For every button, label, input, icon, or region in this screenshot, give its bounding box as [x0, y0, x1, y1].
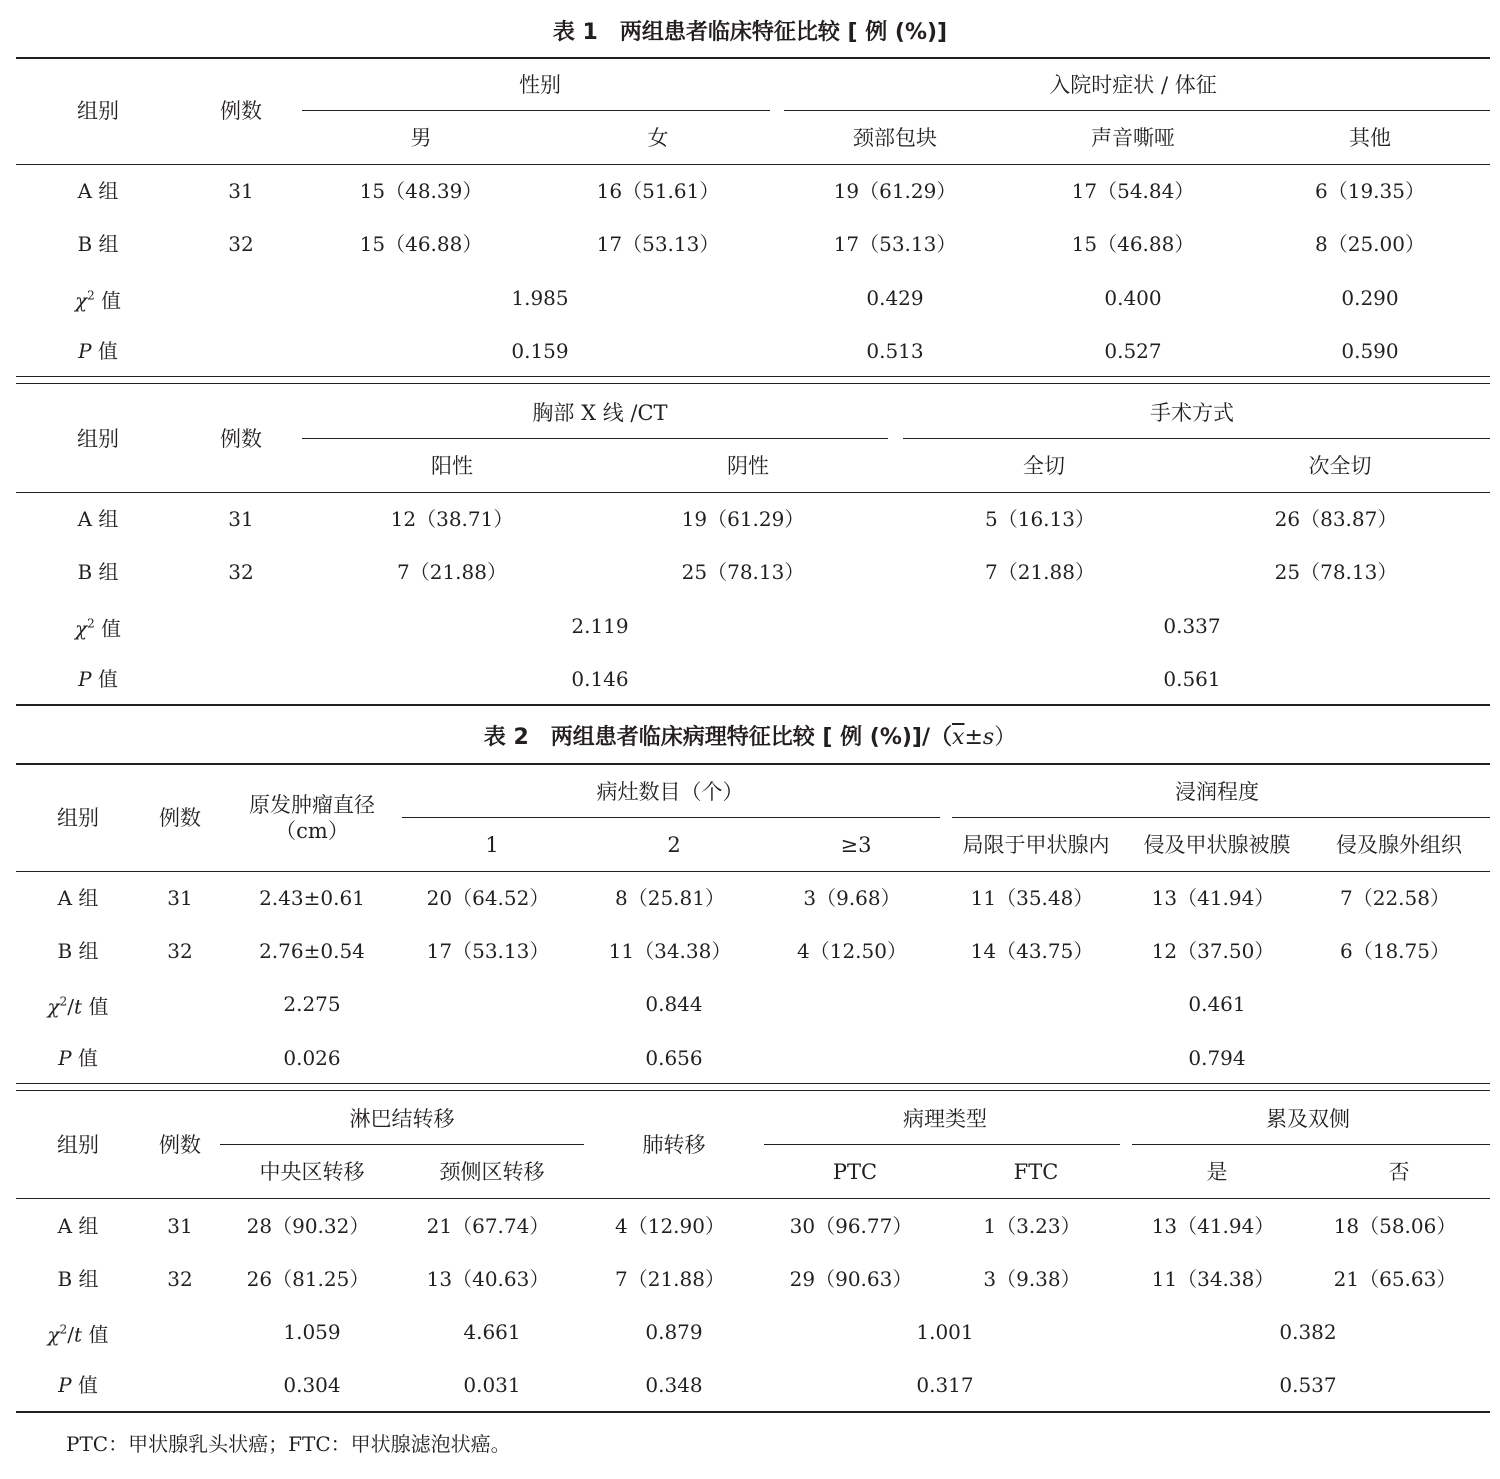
t2p2-lymph-underline — [220, 1144, 584, 1145]
table-cell: 15（48.39） — [359, 179, 483, 203]
t1p1-sub-male: 男 — [410, 126, 432, 150]
table-cell: 0.146 — [571, 667, 629, 691]
t2p1-header-diameter-2: （cm） — [275, 819, 349, 843]
t2p2-sub-yes: 是 — [1206, 1160, 1228, 1184]
t1p2-row-a-group: A 组 — [77, 507, 119, 531]
t2p2-bilateral-underline — [1132, 1144, 1490, 1145]
t2p2-row-b-n: 32 — [167, 1267, 193, 1291]
t1p2-p-label: P 值 — [78, 667, 118, 691]
t2p1-header-diameter-1: 原发肿瘤直径 — [249, 793, 375, 817]
t2p1-sub-2: 2 — [667, 833, 681, 857]
t1p1-header-n: 例数 — [220, 99, 262, 123]
table-cell: 6（18.75） — [1340, 939, 1450, 963]
t2p2-header-n: 例数 — [159, 1133, 201, 1157]
t2p1-sub-3plus: ≥3 — [840, 833, 872, 857]
table-cell: 2.76±0.54 — [259, 939, 365, 963]
t2p1-sub-1: 1 — [485, 833, 499, 857]
t1p1-row-a-n: 31 — [228, 179, 254, 203]
table-cell: 26（81.25） — [246, 1267, 370, 1291]
table-cell: 0.656 — [645, 1046, 703, 1070]
t1p2-header-n: 例数 — [220, 427, 262, 451]
table-cell: 5（16.13） — [985, 507, 1095, 531]
t2p2-header-pathology: 病理类型 — [903, 1107, 987, 1131]
t2p2-sub-central: 中央区转移 — [259, 1160, 365, 1184]
t2p2-sub-ftc: FTC — [1013, 1160, 1059, 1184]
table-cell: 11（35.48） — [970, 886, 1094, 910]
table1-title-text: 两组患者临床特征比较 [ 例 (%)] — [619, 20, 948, 45]
table-cell: 3（9.38） — [983, 1267, 1081, 1291]
t2p2-row-a-group: A 组 — [57, 1214, 99, 1238]
table-cell: 6（19.35） — [1315, 179, 1425, 203]
t1p2-header-surgery: 手术方式 — [1150, 401, 1234, 425]
table-cell: 1（3.23） — [983, 1214, 1081, 1238]
t1p1-sex-underline — [302, 110, 770, 111]
table-cell: 30（96.77） — [789, 1214, 913, 1238]
table-cell: 17（54.84） — [1071, 179, 1195, 203]
t1p2-sub-positive: 阳性 — [431, 454, 473, 478]
t1p1-row-a-group: A 组 — [77, 179, 119, 203]
table-cell: 0.590 — [1341, 339, 1399, 363]
table-cell: 0.304 — [283, 1373, 341, 1397]
t2p2-header-group: 组别 — [57, 1133, 99, 1157]
t2p2-header-lung: 肺转移 — [642, 1133, 706, 1157]
table-cell: 0.429 — [866, 286, 924, 310]
table-cell: 16（51.61） — [596, 179, 720, 203]
t2p1-p-label: P 值 — [58, 1046, 98, 1070]
table-cell: 0.879 — [645, 1320, 703, 1344]
table-cell: 1.001 — [916, 1320, 974, 1344]
t2p2-header-lymph: 淋巴结转移 — [349, 1107, 455, 1131]
t1p2-header-rule — [16, 492, 1490, 493]
table-cell: 1.059 — [283, 1320, 341, 1344]
t2p1-invasion-underline — [952, 817, 1490, 818]
table-cell: 0.461 — [1188, 992, 1246, 1016]
table-cell: 13（40.63） — [426, 1267, 550, 1291]
t1p1-row-b-n: 32 — [228, 232, 254, 256]
table1-title — [0, 18, 1500, 48]
t2p2-pathology-underline — [764, 1144, 1120, 1145]
t1p1-sub-female: 女 — [647, 126, 669, 150]
t2-separator-rule-1 — [16, 1083, 1490, 1084]
table-cell: 20（64.52） — [426, 886, 550, 910]
t1p2-chi-label: $\chi^2$ 值 — [74, 616, 122, 641]
table-cell: 29（90.63） — [789, 1267, 913, 1291]
table2-title-text: 两组患者临床病理特征比较 [ 例 (%)]/（ — [550, 725, 953, 750]
table-cell: 8（25.81） — [615, 886, 725, 910]
table-cell: 0.290 — [1341, 286, 1399, 310]
table-cell: 2.43±0.61 — [259, 886, 365, 910]
t2p1-row-b-group: B 组 — [57, 939, 99, 963]
table-cell: 0.844 — [645, 992, 703, 1016]
table-cell: 0.031 — [463, 1373, 521, 1397]
t1p1-row-b-group: B 组 — [77, 232, 119, 256]
table-cell: 2.119 — [571, 614, 629, 638]
table-cell: 19（61.29） — [833, 179, 957, 203]
table-cell: 0.400 — [1104, 286, 1162, 310]
table-cell: 0.159 — [511, 339, 569, 363]
table2-top-rule — [16, 763, 1490, 765]
t2p1-sub-capsule: 侵及甲状腺被膜 — [1143, 833, 1291, 857]
t2p2-chi-label: $\chi^2/t$ 值 — [47, 1322, 109, 1347]
table-cell: 12（37.50） — [1151, 939, 1275, 963]
table-cell: 0.337 — [1163, 614, 1221, 638]
table-cell: 8（25.00） — [1315, 232, 1425, 256]
t2p1-header-n: 例数 — [159, 806, 201, 830]
table-cell: 0.537 — [1279, 1373, 1337, 1397]
table-cell: 25（78.13） — [681, 560, 805, 584]
table-cell: 4（12.50） — [797, 939, 907, 963]
table-cell: 17（53.13） — [833, 232, 957, 256]
t1p1-header-rule — [16, 164, 1490, 165]
t1p1-chi-label: $\chi^2$ 值 — [74, 288, 122, 313]
t2p2-row-a-n: 31 — [167, 1214, 193, 1238]
table2-title-number: 表 2 — [483, 725, 529, 750]
t1p2-chest-underline — [302, 438, 888, 439]
t2p2-header-rule — [16, 1198, 1490, 1199]
t2p1-row-a-n: 31 — [167, 886, 193, 910]
t1p1-symptom-underline — [784, 110, 1490, 111]
t1p2-row-b-n: 32 — [228, 560, 254, 584]
t2-separator-rule-2 — [16, 1090, 1490, 1091]
table-cell: 4（12.90） — [615, 1214, 725, 1238]
table-cell: 0.794 — [1188, 1046, 1246, 1070]
t2p1-row-b-n: 32 — [167, 939, 193, 963]
table1-bottom-rule — [16, 704, 1490, 706]
table-cell: 7（21.88） — [397, 560, 507, 584]
t1-separator-rule-2 — [16, 383, 1490, 384]
t2p1-chi-label: $\chi^2/t$ 值 — [47, 994, 109, 1019]
t2p2-p-label: P 值 — [58, 1373, 98, 1397]
table-cell: 15（46.88） — [359, 232, 483, 256]
table-cell: 18（58.06） — [1333, 1214, 1457, 1238]
t1p1-p-label: P 值 — [78, 339, 118, 363]
table-cell: 0.348 — [645, 1373, 703, 1397]
t1p2-row-a-n: 31 — [228, 507, 254, 531]
table-cell: 11（34.38） — [608, 939, 732, 963]
t1p2-sub-total: 全切 — [1023, 454, 1065, 478]
t2p1-header-invasion: 浸润程度 — [1175, 780, 1259, 804]
table-cell: 26（83.87） — [1274, 507, 1398, 531]
table-cell: 0.527 — [1104, 339, 1162, 363]
t1p2-header-chest: 胸部 X 线 /CT — [532, 401, 668, 425]
table-cell: 21（65.63） — [1333, 1267, 1457, 1291]
table-cell: 0.026 — [283, 1046, 341, 1070]
table2-bottom-rule — [16, 1411, 1490, 1413]
table-cell: 2.275 — [283, 992, 341, 1016]
table-cell: 0.317 — [916, 1373, 974, 1397]
t2p1-header-lesions: 病灶数目（个） — [596, 780, 744, 804]
table-cell: 17（53.13） — [426, 939, 550, 963]
table-cell: 15（46.88） — [1071, 232, 1195, 256]
t1-separator-rule-1 — [16, 376, 1490, 377]
table-cell: 14（43.75） — [970, 939, 1094, 963]
t1p2-sub-subtotal: 次全切 — [1308, 454, 1372, 478]
t2p2-header-bilateral: 累及双侧 — [1266, 1107, 1350, 1131]
t2p1-sub-confined: 局限于甲状腺内 — [962, 833, 1110, 857]
t1p1-sub-neck-mass: 颈部包块 — [853, 126, 937, 150]
table-cell: 21（67.74） — [426, 1214, 550, 1238]
t2p1-row-a-group: A 组 — [57, 886, 99, 910]
t2p2-sub-no: 否 — [1388, 1160, 1410, 1184]
t2p1-lesions-underline — [402, 817, 940, 818]
table-cell: 4.661 — [463, 1320, 521, 1344]
table-cell: 28（90.32） — [246, 1214, 370, 1238]
table-cell: 12（38.71） — [390, 507, 514, 531]
table-cell: 19（61.29） — [681, 507, 805, 531]
t2p2-row-b-group: B 组 — [57, 1267, 99, 1291]
t2p2-sub-lateral: 颈侧区转移 — [439, 1160, 545, 1184]
footnote: PTC：甲状腺乳头状癌；FTC：甲状腺滤泡状癌。 — [66, 1432, 511, 1456]
t2p1-sub-extra: 侵及腺外组织 — [1336, 833, 1462, 857]
t1p2-surgery-underline — [903, 438, 1490, 439]
t2p2-sub-ptc: PTC — [832, 1160, 878, 1184]
t1p1-header-sex: 性别 — [519, 73, 561, 97]
t1p2-row-b-group: B 组 — [77, 560, 119, 584]
t1p2-sub-negative: 阴性 — [727, 454, 769, 478]
t1p2-header-group: 组别 — [77, 427, 119, 451]
table2-title: 表 2 两组患者临床病理特征比较 [ 例 $(\%)]/(\overline{x}\pm s)$ — [483, 725, 1017, 750]
t1p1-sub-other: 其他 — [1349, 126, 1391, 150]
t2p1-header-group: 组别 — [57, 806, 99, 830]
table1-top-rule — [16, 57, 1490, 59]
table-cell: 17（53.13） — [596, 232, 720, 256]
t1p1-header-symptom: 入院时症状 / 体征 — [1049, 73, 1217, 97]
table-cell: 13（41.94） — [1151, 886, 1275, 910]
table1-title-number: 表 1 — [552, 20, 598, 45]
table-cell: 0.561 — [1163, 667, 1221, 691]
table-cell: 3（9.68） — [803, 886, 901, 910]
table-cell: 25（78.13） — [1274, 560, 1398, 584]
table-cell: 7（21.88） — [985, 560, 1095, 584]
t1p1-sub-hoarseness: 声音嘶哑 — [1091, 126, 1175, 150]
table-cell: 1.985 — [511, 286, 569, 310]
t2p1-header-rule — [16, 871, 1490, 872]
t1p1-header-group: 组别 — [77, 99, 119, 123]
table-cell: 0.513 — [866, 339, 924, 363]
table-cell: 7（21.88） — [615, 1267, 725, 1291]
table-cell: 7（22.58） — [1340, 886, 1450, 910]
table-cell: 13（41.94） — [1151, 1214, 1275, 1238]
table-cell: 0.382 — [1279, 1320, 1337, 1344]
table-cell: 11（34.38） — [1151, 1267, 1275, 1291]
